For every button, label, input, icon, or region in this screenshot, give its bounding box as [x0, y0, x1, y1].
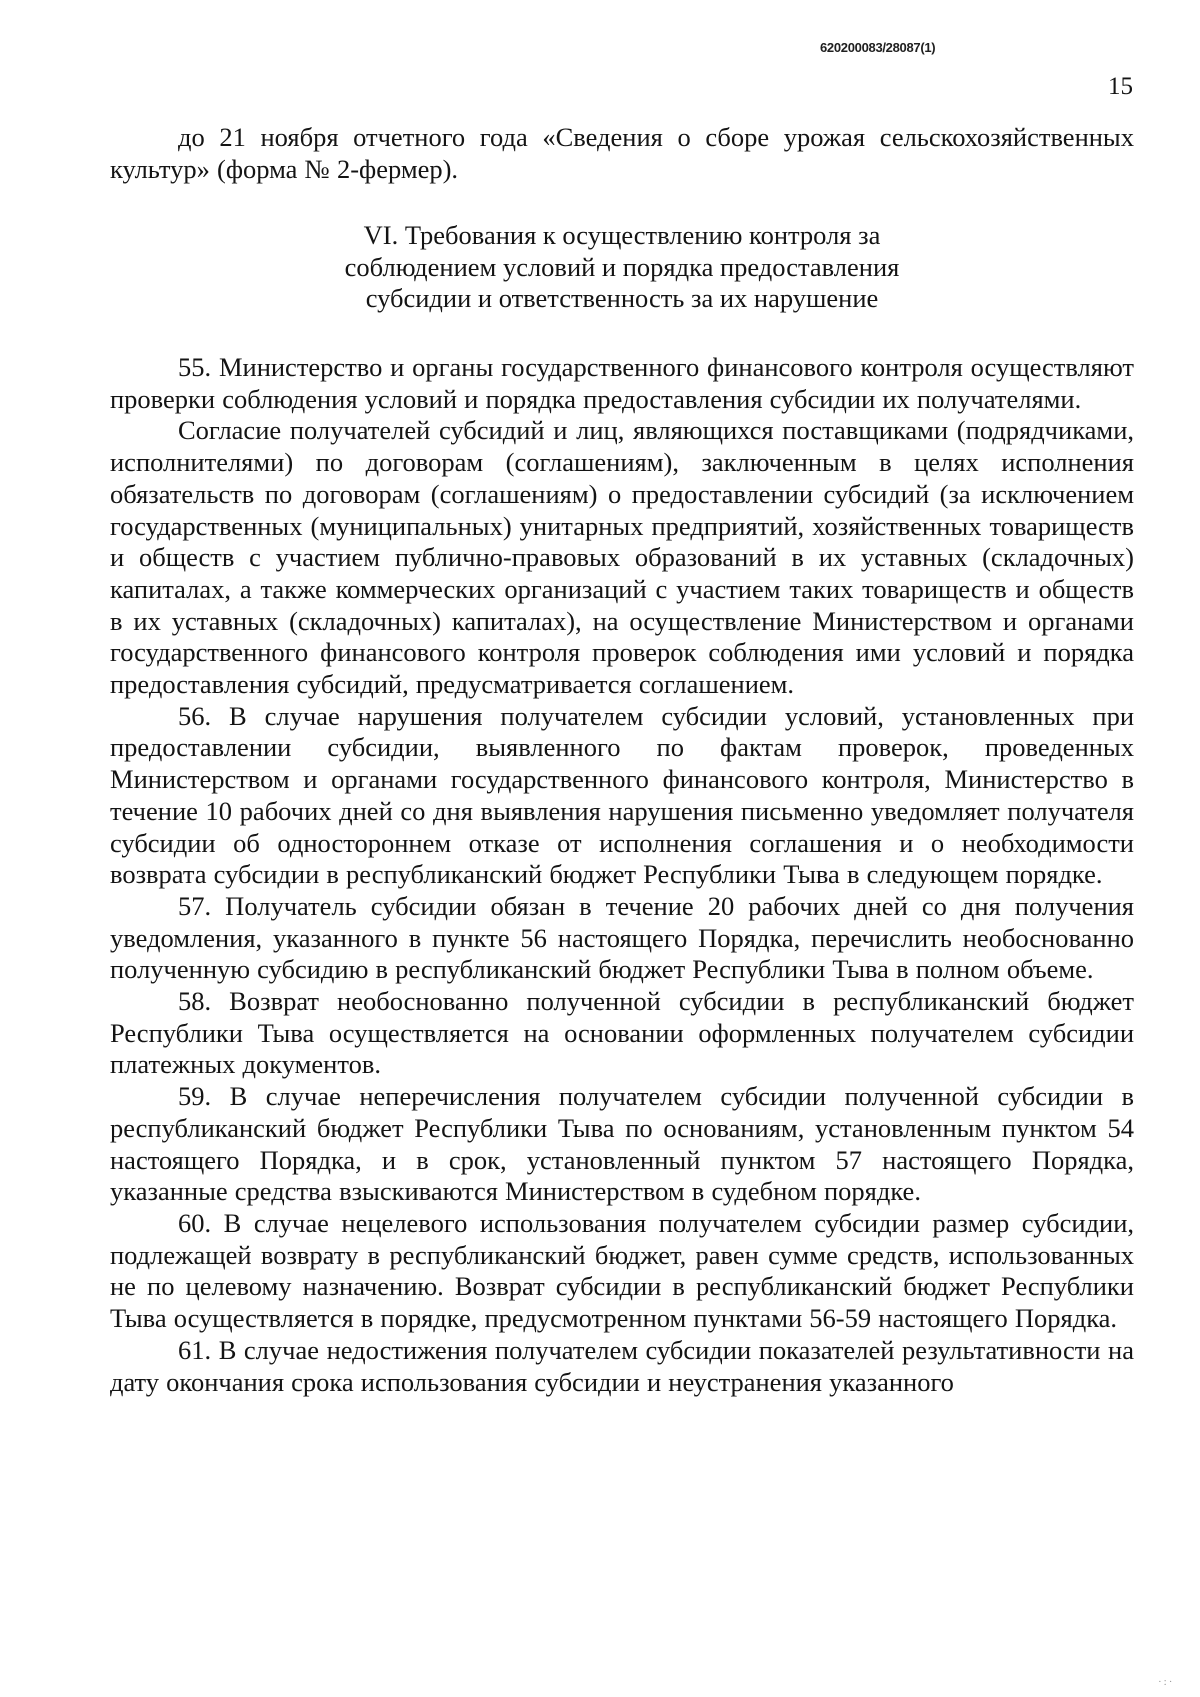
- scan-artifact: ·:·: [1158, 1676, 1175, 1688]
- paragraph-61: 61. В случае недостижения получателем субсидии показателей результативности на дату окончания срока использования субсидии и неустранения указанного: [110, 1334, 1134, 1397]
- paragraph-60: 60. В случае нецелевого использования получателем субсидии размер субсидии, подлежащей возврату в республиканский бюджет, равен сумме средств, использованных не по целевому назначению. Возврат субсидии в республиканский бюджет Республики Тыва осуществляется в порядке, предусмотренном пунктами 56-59 настоящего Порядка.: [110, 1207, 1134, 1334]
- paragraph-57: 57. Получатель субсидии обязан в течение 20 рабочих дней со дня получения уведомления, указанного в пункте 56 настоящего Порядка, перечислить необоснованно полученную субсидию в республиканский бюджет Республики Тыва в полном объеме.: [110, 890, 1134, 985]
- document-number: 620200083/28087(1): [820, 40, 936, 55]
- intro-paragraph: до 21 ноября отчетного года «Сведения о сборе урожая сельскохозяйственных культур» (форма № 2-фермер).: [110, 122, 1134, 184]
- section-heading-line: соблюдением условий и порядка предоставления: [344, 251, 900, 282]
- section-heading-line: VI. Требования к осуществлению контроля за: [363, 220, 881, 250]
- paragraph-consent: Согласие получателей субсидий и лиц, являющихся поставщиками (подрядчиками, исполнителями) по договорам (соглашениям), заключенным в целях исполнения обязательств по договорам (соглашениям) о предоставлении субсидий (за исключением государственных (муниципальных) унитарных предприятий, хозяйственных товариществ и обществ с участием публично-правовых образований в их уставных (складочных) капиталах, а также коммерческих организаций с участием таких товариществ и обществ в их уставных (складочных) капиталах), на осуществление Министерством и органами государственного финансового контроля проверок соблюдения ими условий и порядка предоставления субсидий, предусматривается соглашением.: [110, 415, 1134, 700]
- page-number: 15: [1108, 73, 1133, 100]
- section-body: [110, 352, 1134, 1398]
- section-heading: [110, 220, 1134, 315]
- paragraph-58: 58. Возврат необоснованно полученной субсидии в республиканский бюджет Республики Тыва осуществляется на основании оформленных получателем субсидии платежных документов.: [110, 986, 1134, 1080]
- section-heading-line: субсидии и ответственность за их нарушение: [365, 283, 879, 314]
- paragraph-55: 55. Министерство и органы государственного финансового контроля осуществляют проверки соблюдения условий и порядка предоставления субсидии их получателями.: [110, 352, 1134, 414]
- paragraph-59: 59. В случае неперечисления получателем субсидии полученной субсидии в республиканский бюджет Республики Тыва по основаниям, установленным пунктом 54 настоящего Порядка, и в срок, установленный пунктом 57 настоящего Порядка, указанные средства взыскиваются Министерством в судебном порядке.: [110, 1081, 1134, 1207]
- paragraph-56: 56. В случае нарушения получателем субсидии условий, установленных при предоставлении субсидии, выявленного по фактам проверок, проведенных Министерством и органами государственного финансового контроля, Министерство в течение 10 рабочих дней со дня выявления нарушения письменно уведомляет получателя субсидии об одностороннем отказе от исполнения соглашения и о необходимости возврата субсидии в республиканский бюджет Республики Тыва в следующем порядке.: [110, 700, 1134, 890]
